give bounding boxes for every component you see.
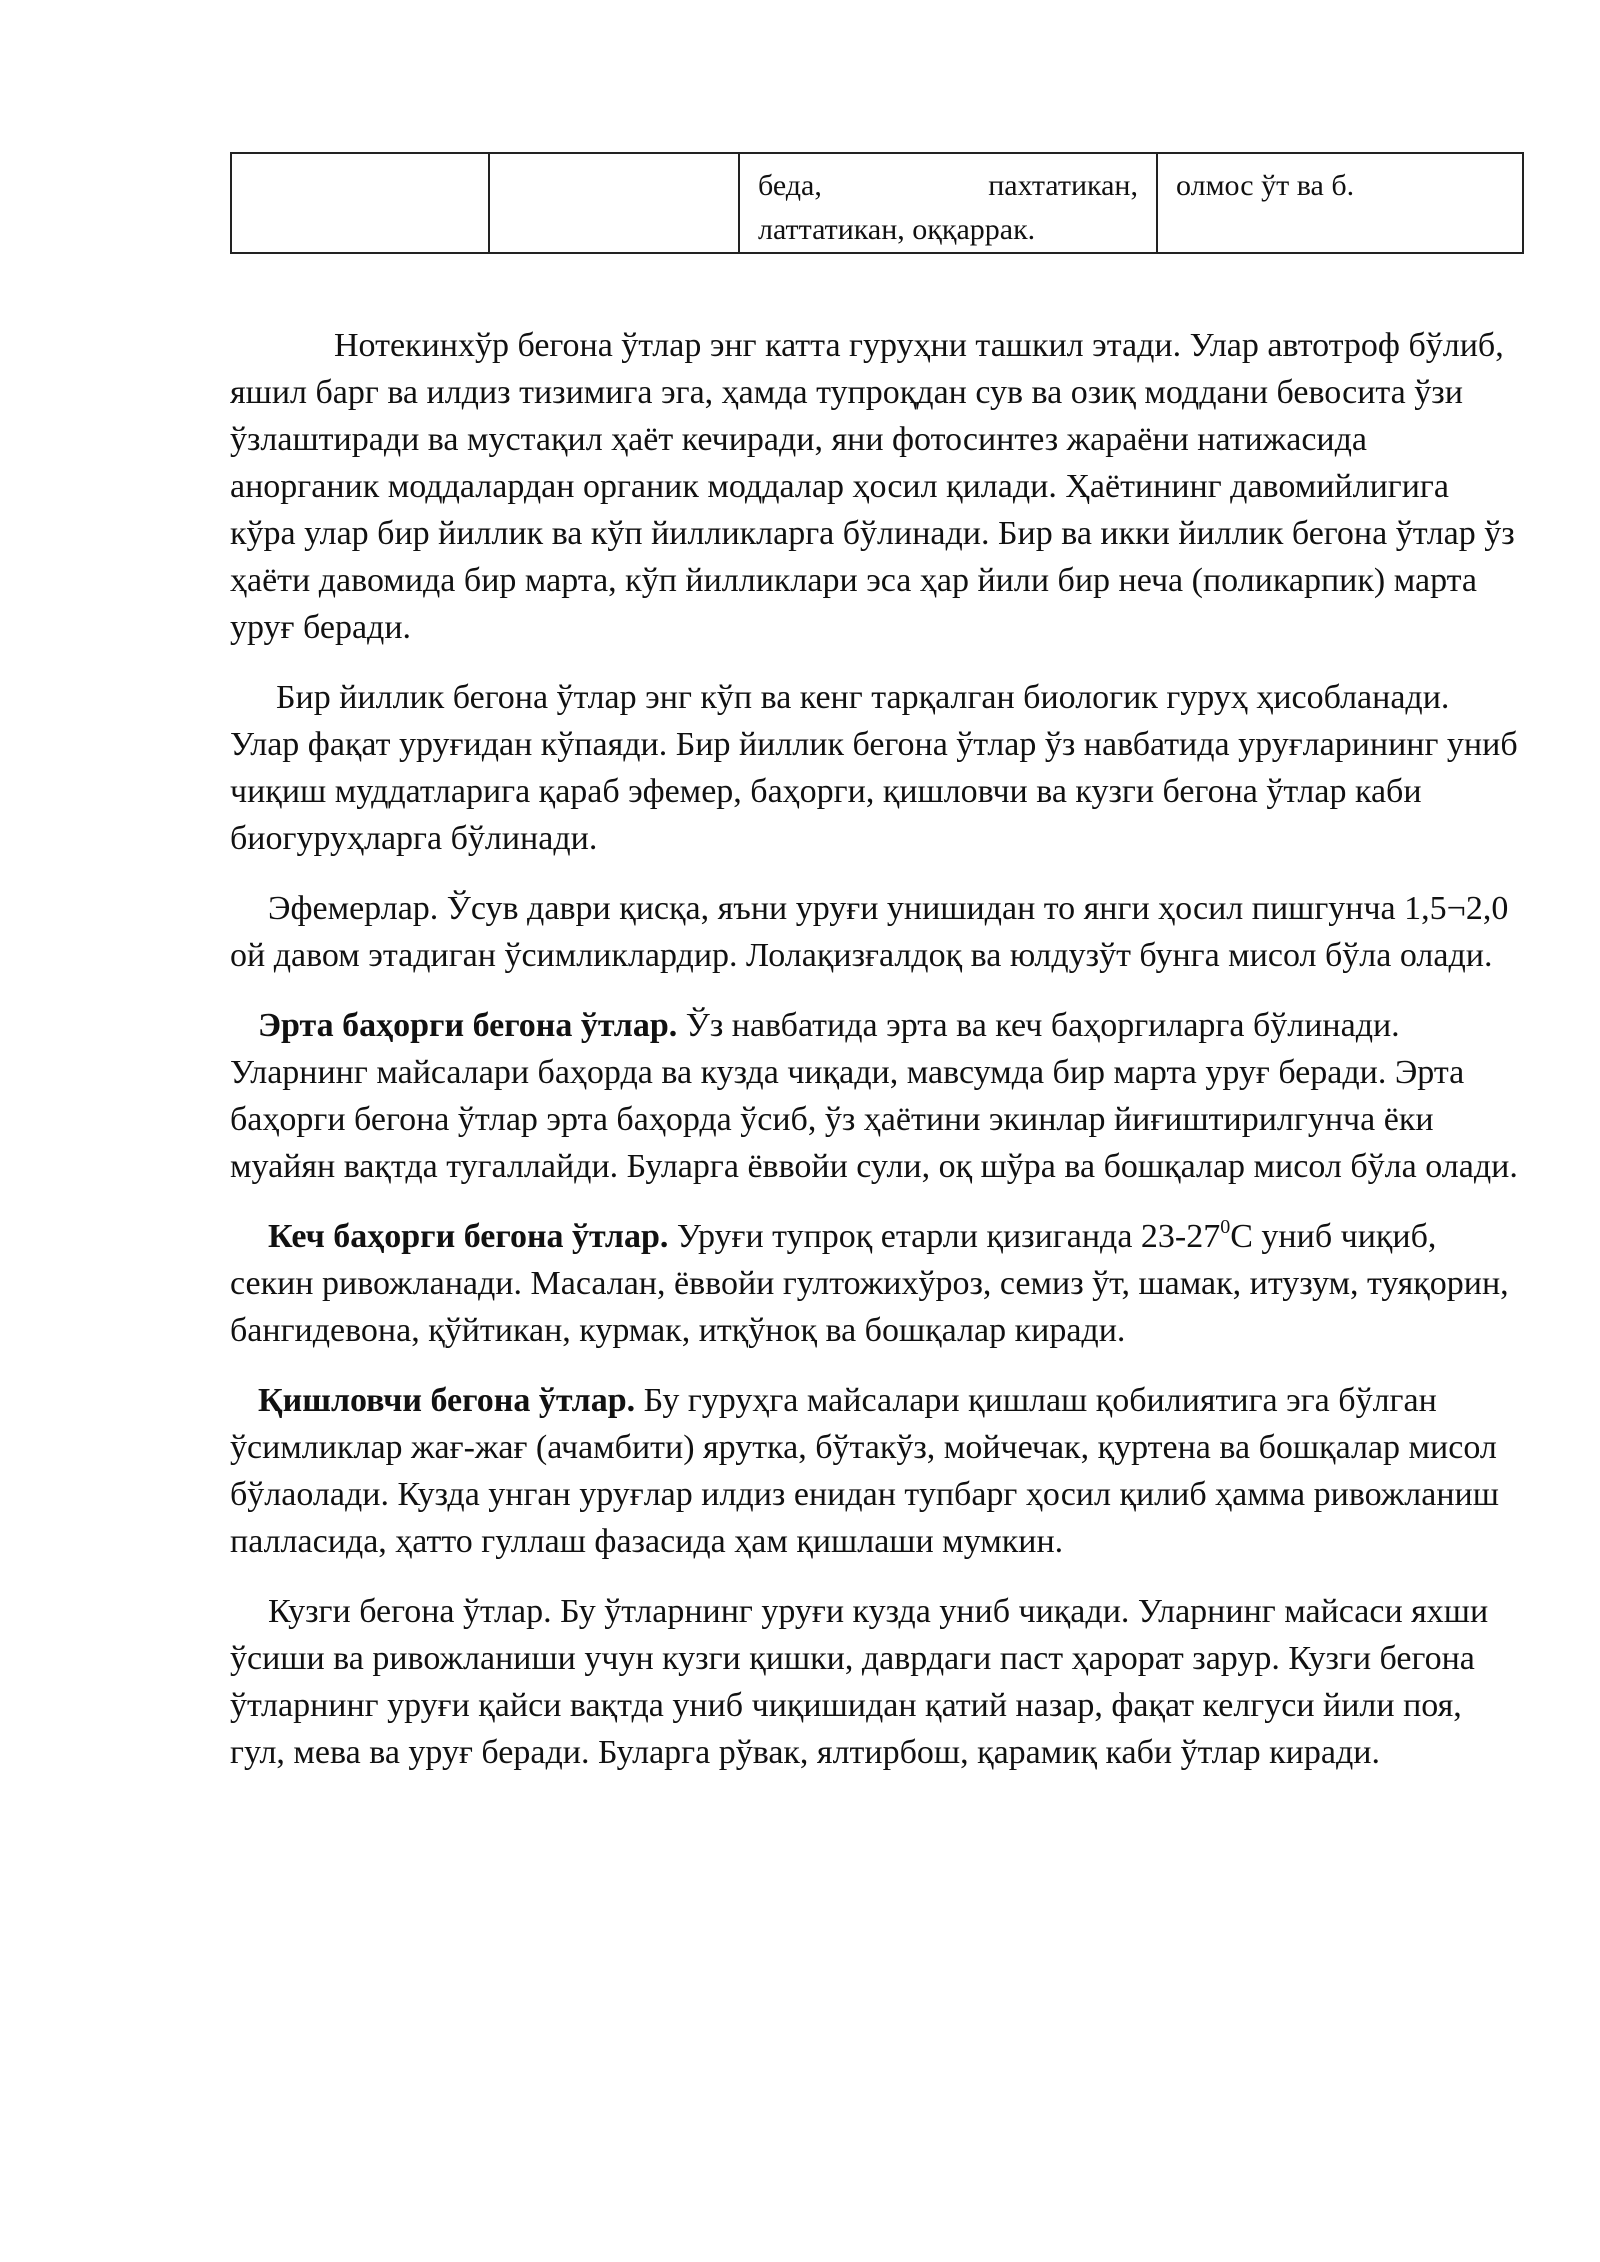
paragraph-heading: Эрта баҳорги бегона ўтлар. — [258, 1007, 678, 1044]
paragraph-annual-weeds: Бир йиллик бегона ўтлар энг кўп ва кенг тарқалган биологик гуруҳ ҳисобланади. Улар фақат уруғидан кўпаяди. Бир йиллик бегона ўтлар ўз навбатида уруғларининг униб чиқиш муддатларига қараб эфемер, баҳорги, қишловчи ва кузги бегона ўтлар каби биогуруҳларга бўлинади. — [230, 679, 1518, 857]
paragraph-text: С униб чиқиб, секин ривожланади. Масалан, ёввойи гултожихўроз, семиз ўт, шамак, итузум, туяқорин, бангидевона, қўйтикан, курмак, итқўноқ ва бошқалар киради. — [230, 1218, 1509, 1349]
body-text — [230, 322, 1522, 1776]
table-row — [231, 153, 1523, 253]
paragraph-text: Ўз навбатида эрта ва кеч баҳоргиларга бўлинади. Уларнинг майсалари баҳорда ва кузда чиқади, мавсумда бир марта уруғ беради. Эрта баҳорги бегона ўтлар эрта баҳорда ўсиб, ўз ҳаётини экинлар йиғиштирилгунча ёки муайян вақтда тугаллайди. Буларга ёввойи сули, оқ шўра ва бошқалар мисол бўла олади. — [230, 1007, 1518, 1185]
paragraph-heading: Қишловчи бегона ўтлар. — [258, 1382, 636, 1419]
paragraph-autumn: Кузги бегона ўтлар. Бу ўтларнинг уруғи кузда униб чиқади. Уларнинг майсаси яхши ўсиши ва ривожланиши учун кузги қишки, даврдаги паст ҳарорат зарур. Кузги бегона ўтларнинг уруғи қайси вақтда униб чиқишидан қатий назар, фақат келгуси йили поя, гул, мева ва уруғ беради. Буларга рўвак, ялтирбош, қарамиқ каби ўтлар киради. — [230, 1593, 1489, 1771]
table-cell-line: беда, пахтатикан, — [758, 169, 1138, 202]
paragraph-heading: Кеч баҳорги бегона ўтлар. — [268, 1218, 669, 1255]
degree-superscript: 0 — [1220, 1215, 1231, 1238]
paragraph-ephemerals: Эфемерлар. Ўсув даври қисқа, яъни уруғи унишидан то янги ҳосил пишгунча 1,5¬2,0 ой давом этадиган ўсимликлардир. Лолақизғалдоқ ва юлдузўт бунга мисол бўла олади. — [230, 890, 1509, 974]
paragraph-wintering — [230, 1377, 1522, 1565]
table-cell — [489, 153, 739, 253]
paragraph-text: Бу гуруҳга майсалари қишлаш қобилиятига эга бўлган ўсимликлар жағ-жағ (ачамбити) ярутка, бўтакўз, мойчечак, қуртена ва бошқалар мисол бўлаолади. Кузда унган уруғлар илдиз енидан тупбарг ҳосил қилиб ҳамма ривожланиш палласида, ҳатто гуллаш фазасида ҳам қишлаши мумкин. — [230, 1382, 1499, 1560]
document-page — [230, 152, 1522, 1776]
paragraph-text: Уруғи тупроқ етарли қизиганда 23-27 — [668, 1218, 1221, 1255]
table-cell: олмос ўт ва б. — [1157, 153, 1523, 253]
table-cell-line: латтатикан, оққаррак. — [758, 213, 1036, 246]
table-cell — [739, 153, 1157, 253]
paragraph-late-spring — [230, 1213, 1522, 1354]
paragraph-parasitic-weeds: Нотекинхўр бегона ўтлар энг катта гуруҳни ташкил этади. Улар автотроф бўлиб, яшил барг ва илдиз тизимига эга, ҳамда тупроқдан сув ва озиқ моддани бевосита ўзи ўзлаштиради ва мустақил ҳаёт кечиради, яни фотосинтез жараёни натижасида анорганик моддалардан органик моддалар ҳосил қилади. Ҳаётининг давомийлигига кўра улар бир йиллик ва кўп йилликларга бўлинади. Бир ва икки йиллик бегона ўтлар ўз ҳаёти давомида бир марта, кўп йилликлари эса ҳар йили бир неча (поликарпик) марта уруғ беради. — [230, 327, 1515, 646]
continued-table — [230, 152, 1524, 254]
table-cell — [231, 153, 489, 253]
paragraph-early-spring — [230, 1002, 1522, 1190]
